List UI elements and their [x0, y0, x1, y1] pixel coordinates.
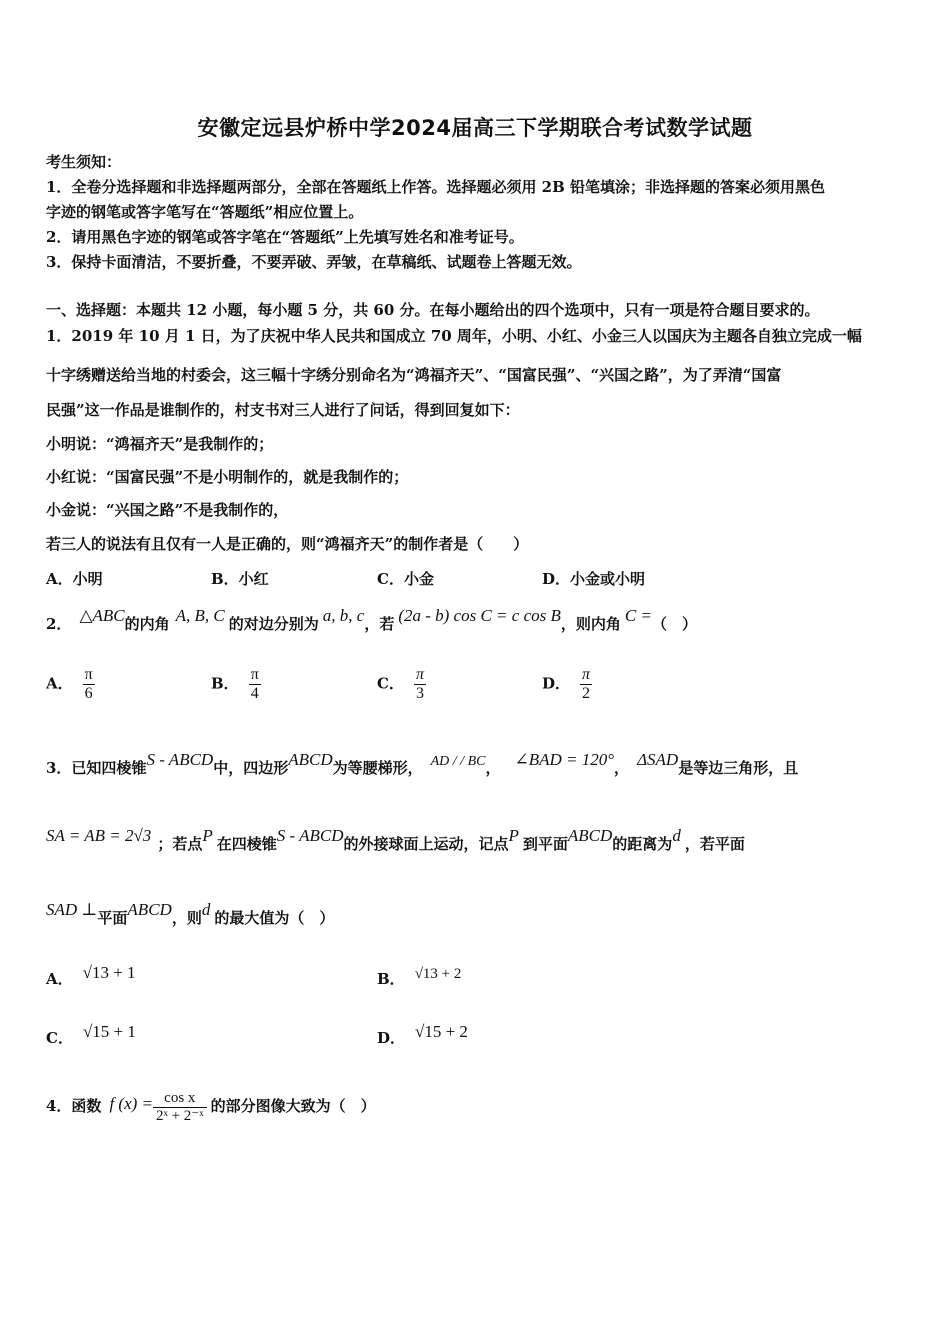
- notice-item-1-line-1: 1．全卷分选择题和非选择题两部分，全部在答题纸上作答。选择题必须用 2B 铅笔填涂；非选择题的答案必须用黑色: [46, 178, 826, 196]
- q3-option-a: [46, 963, 136, 989]
- q2-math-angles: A, B, C: [175, 606, 225, 625]
- q3-text-12: 平面: [97, 909, 128, 927]
- q3-text-5: 是等边三角形，且: [678, 759, 799, 777]
- q2-option-b-den: 4: [250, 685, 259, 702]
- q3-text-13: ，则: [171, 909, 202, 927]
- q2-math-c: C =: [624, 606, 652, 625]
- notice-item-3: 3．保持卡面清洁，不要折叠，不要弄破、弄皱，在草稿纸、试题卷上答题无效。: [46, 253, 582, 271]
- q2-option-b: [211, 666, 261, 703]
- q4-number: 4．函数: [46, 1097, 102, 1115]
- q3-math-p2: P: [508, 826, 519, 845]
- q2-number: 2．: [46, 615, 72, 633]
- q4-stem: [46, 1086, 376, 1126]
- q3-option-a-label: A．: [46, 970, 73, 988]
- q3-line-2: [46, 826, 745, 854]
- q3-text-3: ，: [485, 759, 501, 777]
- q3-option-a-value: √13 + 1: [82, 963, 136, 982]
- q1-option-c: C．小金: [377, 570, 434, 588]
- q1-option-d: D．小金或小明: [542, 570, 646, 588]
- q2-option-c-fraction: [414, 666, 426, 703]
- q3-option-b-value: √13 + 2: [414, 966, 462, 982]
- q3-number: 3．已知四棱锥: [46, 759, 147, 777]
- q3-math-perp: SAD ⊥: [46, 900, 98, 919]
- q2-math-sides: a, b, c: [322, 606, 365, 625]
- q4-fraction-den: 2ˣ + 2⁻ˣ: [156, 1107, 204, 1124]
- q4-text-1: 的部分图像大致为（ ）: [210, 1097, 376, 1115]
- q3-math-plane: ABCD: [567, 826, 613, 845]
- q3-math-quad: ABCD: [288, 750, 333, 769]
- q3-option-c: [46, 1022, 136, 1048]
- q1-line-3: 民强”这一作品是谁制作的，村支书对三人进行了问话，得到回复如下：: [46, 401, 520, 419]
- q2-option-d: [542, 666, 592, 703]
- q1-option-b: B．小红: [211, 570, 269, 588]
- q2-option-b-label: B．: [211, 674, 239, 693]
- notice-item-2: 2．请用黑色字迹的钢笔或答字笔在“答题纸”上先填写姓名和准考证号。: [46, 228, 524, 246]
- q3-math-d-2: d: [201, 900, 211, 919]
- q3-option-c-value: √15 + 1: [82, 1022, 136, 1041]
- notice-heading: 考生须知：: [46, 153, 122, 171]
- q3-math-pyramid: S - ABCD: [146, 750, 214, 769]
- q2-option-c-label: C．: [377, 674, 404, 693]
- q3-math-pyramid-2: S - ABCD: [276, 826, 344, 845]
- q3-text-9: 到平面: [522, 835, 568, 853]
- q3-text-14: 的最大值为（ ）: [214, 909, 335, 927]
- q2-option-c-num: π: [415, 666, 424, 683]
- q1-option-a: A．小明: [46, 570, 103, 588]
- q2-option-d-label: D．: [542, 674, 571, 693]
- q2-math-condition: (2a - b) cos C = c cos B: [398, 606, 561, 625]
- q2-stem: [46, 606, 697, 634]
- q3-text-4: ，: [614, 759, 630, 777]
- q3-text-1: 中，四边形: [213, 759, 289, 777]
- q3-option-b-label: B．: [377, 970, 405, 988]
- q3-math-triangle: ΔSAD: [637, 750, 679, 769]
- q3-math-plane-2: ABCD: [127, 900, 172, 919]
- q2-option-d-fraction: [580, 666, 592, 703]
- notice-item-1-line-2: 字迹的钢笔或答字笔写在“答题纸”相应位置上。: [46, 203, 364, 221]
- q2-option-b-fraction: [249, 666, 261, 703]
- q2-option-a-label: A．: [46, 674, 73, 693]
- q2-math-triangle: △ABC: [79, 606, 125, 625]
- q2-option-d-num: π: [582, 666, 591, 683]
- q2-option-d-den: 2: [582, 685, 591, 702]
- q2-option-a: [46, 666, 95, 703]
- q3-math-d: d: [672, 826, 681, 845]
- q3-math-parallel: AD / / BC: [430, 754, 486, 769]
- q2-text-2: 的对边分别为: [228, 615, 319, 633]
- q3-line-3: [46, 900, 335, 928]
- q3-text-7: 在四棱锥: [216, 835, 277, 853]
- q2-option-a-fraction: [83, 666, 95, 703]
- q3-option-d-value: √15 + 2: [415, 1022, 468, 1041]
- q1-line-2: 十字绣赠送给当地的村委会，这三幅十字绣分别命名为“鸿福齐天”、“国富民强”、“兴国之路”，为了弄清“国富: [46, 366, 782, 384]
- q4-fraction-num: cos x: [153, 1090, 207, 1108]
- q2-text-5: （ ）: [651, 615, 697, 633]
- q1-line-6: 小金说：“兴国之路”不是我制作的，: [46, 501, 289, 519]
- q3-text-8: 的外接球面上运动，记点: [343, 835, 509, 853]
- q3-text-2: 为等腰梯形，: [332, 759, 423, 777]
- q3-math-lengths: SA = AB = 2√3: [46, 826, 152, 845]
- q2-option-a-den: 6: [84, 685, 93, 702]
- section-heading: 一、选择题：本题共 12 小题，每小题 5 分，共 60 分。在每小题给出的四个选项中，只有一项是符合题目要求的。: [46, 301, 820, 319]
- q3-text-6: ；若点: [157, 835, 203, 853]
- q4-fraction: [153, 1090, 207, 1125]
- q3-text-11: ，若平面: [684, 835, 745, 853]
- q2-option-a-num: π: [84, 666, 93, 683]
- q2-option-c-den: 3: [415, 685, 424, 702]
- q1-line-1: 1．2019 年 10 月 1 日，为了庆祝中华人民共和国成立 70 周年，小明、小红、小金三人以国庆为主题各自独立完成一幅: [46, 327, 862, 345]
- q2-text-4: ，则内角: [560, 615, 621, 633]
- q2-text-3: ，若: [364, 615, 395, 633]
- q2-option-b-num: π: [250, 666, 259, 683]
- page-title: 安徽定远县炉桥中学2024届高三下学期联合考试数学试题: [197, 116, 753, 140]
- q3-text-10: 的距离为: [612, 835, 673, 853]
- q2-option-c: [377, 666, 426, 703]
- q2-text-1: 的内角: [124, 615, 170, 633]
- q1-line-7: 若三人的说法有且仅有一人是正确的，则“鸿福齐天”的制作者是（ ）: [46, 535, 529, 553]
- q3-math-p1: P: [202, 826, 213, 845]
- q3-option-b: [377, 968, 461, 989]
- q1-line-4: 小明说：“鸿福齐天”是我制作的；: [46, 435, 274, 453]
- q3-option-c-label: C．: [46, 1029, 73, 1047]
- q3-line-1: [46, 750, 799, 780]
- q3-math-angle: ∠BAD = 120°: [514, 750, 615, 769]
- q3-option-d-label: D．: [377, 1029, 406, 1047]
- q4-math-fx: f (x) =: [109, 1094, 153, 1113]
- q1-line-5: 小红说：“国富民强”不是小明制作的，就是我制作的；: [46, 468, 409, 486]
- q3-option-d: [377, 1022, 468, 1048]
